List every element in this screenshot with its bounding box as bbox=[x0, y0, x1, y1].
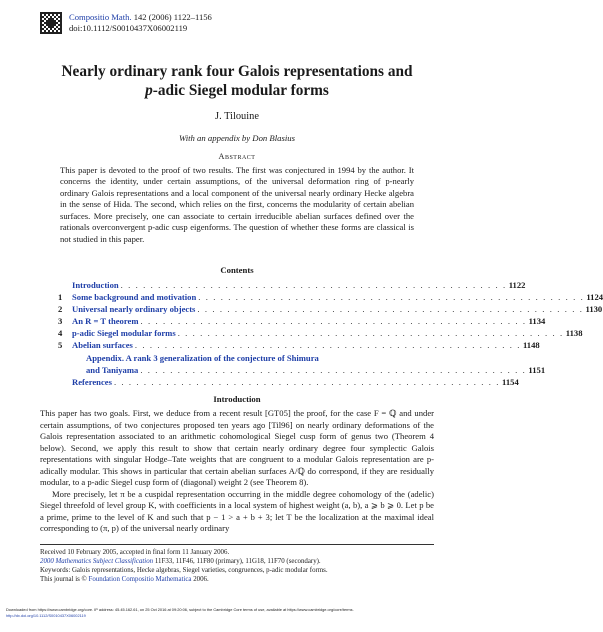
author: J. Tilouine bbox=[215, 111, 259, 122]
toc-entry-number: 5 bbox=[58, 340, 63, 351]
download-line-1: Downloaded from https://www.cambridge.org/core. IP address: 45.45.162.61, on 25 Oct 2016 at 09:20:06, subject to the Cambridge Core terms of use, available at https://www.cambridge.org/core/terms. bbox=[6, 607, 354, 612]
toc-leader-dots: . . . . . . . . . . . . . . . . . . . . . . . . . . . . . . . . . . . . . . . . . . . . . . . . . . . . bbox=[134, 340, 521, 351]
toc-entry[interactable] bbox=[58, 303, 603, 315]
toc-entry[interactable] bbox=[58, 364, 546, 376]
msc-link[interactable]: 2000 Mathematics Subject Classification bbox=[40, 558, 154, 565]
appendix-author-note: With an appendix by Don Blasius bbox=[178, 133, 296, 143]
toc-entry[interactable] bbox=[58, 376, 519, 388]
introduction-heading: Introduction bbox=[213, 394, 261, 404]
toc-entry[interactable] bbox=[58, 352, 412, 364]
introduction-paragraph-2: More precisely, let π be a cuspidal representation occurring in the middle degree cohomology of the (adelic) Siegel threefold of level group K, with coefficients in a local system of highest weight (a, b), a ⩾ b ⩾ 0. Let p be a prime, prime to the level of K and such that p − 1 > a + b + 3; let T be the localization at the maximal ideal corresponding to (π, p) of the universal nearly ordinary bbox=[40, 488, 434, 533]
toc-leader-dots: . . . . . . . . . . . . . . . . . . . . . . . . . . . . . . . . . . . . . . . . . . . . . . . . . . . . bbox=[113, 376, 501, 387]
toc-leader-dots: . . . . . . . . . . . . . . . . . . . . . . . . . . . . . . . . . . . . . . . . . . . . . . . . . . . . bbox=[120, 280, 507, 290]
toc-entry-number: 3 bbox=[58, 316, 63, 327]
toc-entry-number: 1 bbox=[58, 292, 63, 303]
foundation-link[interactable]: Foundation Compositio Mathematica bbox=[88, 576, 192, 583]
title-line-2: p-adic Siegel modular forms bbox=[145, 82, 329, 99]
toc-entry-number: 4 bbox=[58, 328, 63, 339]
msc-classification: 2000 Mathematics Subject Classification 11F33, 11F46, 11F80 (primary), 11G18, 11F70 (secondary). bbox=[40, 558, 321, 565]
paper-title bbox=[0, 62, 474, 100]
toc-entry[interactable] bbox=[58, 315, 546, 327]
download-doi-link[interactable]: http://dx.doi.org/10.1112/S0010437X06002119 bbox=[6, 612, 86, 618]
keywords: Keywords: Galois representations, Hecke algebras, Siegel varieties, congruences, p-adic modular forms. bbox=[40, 567, 328, 574]
toc-entry-label[interactable]: Some background and motivation bbox=[72, 292, 197, 303]
toc-leader-dots: . . . . . . . . . . . . . . . . . . . . . . . . . . . . . . . . . . . . . . . . . . . . . . . . . . . . bbox=[198, 292, 585, 303]
title-line-1: Nearly ordinary rank four Galois representations and bbox=[61, 63, 413, 80]
footnote-rule bbox=[40, 544, 434, 545]
toc-entry[interactable] bbox=[58, 291, 603, 303]
footnotes bbox=[40, 548, 434, 584]
journal-logo-icon bbox=[40, 12, 62, 34]
toc-entry-page: 1148 bbox=[522, 340, 540, 351]
received-date: Received 10 February 2005, accepted in final form 11 January 2006. bbox=[40, 549, 230, 556]
toc-entry-page: 1124 bbox=[586, 292, 603, 303]
toc-leader-dots: . . . . . . . . . . . . . . . . . . . . . . . . . . . . . . . . . . . . . . . . . . . . . . . . . . . . bbox=[177, 328, 564, 339]
toc-entry-page: 1151 bbox=[528, 364, 546, 375]
introduction-paragraph-1: This paper has two goals. First, we deduce from a recent result [GT05] the proof, for the case F = ℚ and under certain assumptions, of two conjectures proposed ten years ago [Til96] on nearly ordinary deformations of the Galois representation associated to an arithmetic cohomological Siegel cusp form of genus two (Theorem 4 below). Second, we apply this result to show that certain nearly ordinary degree four symplectic Galois representations with singular Hodge–Tate weights that are congruent to a modular Galois representation are p-adically modular. This shows in particular that certain abelian surfaces A/ℚ do correspond, if they are residually modular, to a p-adic Siegel cusp form of (diagonal) weight 2 (see Theorem 8). bbox=[40, 408, 434, 487]
toc-entry-page: 1134 bbox=[528, 316, 546, 327]
toc-entry-label[interactable]: Introduction bbox=[72, 280, 119, 290]
abstract-heading: Abstract bbox=[218, 152, 256, 161]
toc-entry-label[interactable]: References bbox=[72, 376, 112, 387]
toc-entry-label[interactable]: p-adic Siegel modular forms bbox=[72, 328, 176, 339]
toc-leader-dots: . . . . . . . . . . . . . . . . . . . . . . . . . . . . . . . . . . . . . . . . . . . . . . . . . . . . bbox=[197, 304, 584, 315]
toc-leader-dots: . . . . . . . . . . . . . . . . . . . . . . . . . . . . . . . . . . . . . . . . . . . . . . . . . . . . bbox=[140, 364, 527, 375]
toc-entry-page: 1154 bbox=[502, 376, 519, 387]
journal-citation bbox=[69, 12, 212, 23]
toc-entry[interactable] bbox=[58, 339, 540, 351]
journal-copyright: This journal is © Foundation Compositio Mathematica 2006. bbox=[40, 576, 209, 583]
introduction-body bbox=[40, 408, 434, 535]
toc-entry[interactable] bbox=[58, 327, 583, 339]
toc-entry-number: 2 bbox=[58, 304, 63, 315]
toc-entry-label[interactable]: and Taniyama bbox=[86, 364, 139, 375]
toc-entry-page: 1122 bbox=[508, 280, 526, 290]
journal-header bbox=[40, 12, 212, 34]
table-of-contents bbox=[58, 279, 603, 388]
journal-volume-pages: 142 (2006) 1122–1156 bbox=[131, 12, 212, 22]
toc-entry-label[interactable]: Universal nearly ordinary objects bbox=[72, 304, 196, 315]
abstract-text: This paper is devoted to the proof of two results. The first was conjectured in 1994 by the author. It concerns the identity, under certain assumptions, of the universal deformation ring of p-nearly ordinary Galois representations and a local component of the universal nearly ordinary Hecke algebra in the sense of Hida. The second, which relies on the first, concerns the modularity of certain abelian surfaces. More precisely, one can associate to certain irreducible abelian surfaces defined over the rationals overconvergent p-adic cusp eigenforms. The question of whether these forms are classical is not studied in this paper. bbox=[60, 165, 414, 244]
toc-entry[interactable] bbox=[58, 279, 526, 291]
toc-entry-page: 1130 bbox=[585, 304, 603, 315]
toc-entry-label[interactable]: Abelian surfaces bbox=[72, 340, 133, 351]
download-notice bbox=[6, 607, 468, 618]
toc-entry-label[interactable]: An R = T theorem bbox=[72, 316, 139, 327]
journal-name-link[interactable]: Compositio Math. bbox=[69, 12, 132, 22]
toc-entry-label[interactable]: Appendix. A rank 3 generalization of the conjecture of Shimura bbox=[86, 352, 319, 363]
journal-doi: doi:10.1112/S0010437X06002119 bbox=[69, 23, 188, 33]
contents-heading: Contents bbox=[220, 265, 254, 275]
toc-entry-page: 1138 bbox=[565, 328, 583, 339]
toc-leader-dots: . . . . . . . . . . . . . . . . . . . . . . . . . . . . . . . . . . . . . . . . . . . . . . . . . . . . bbox=[140, 316, 527, 327]
